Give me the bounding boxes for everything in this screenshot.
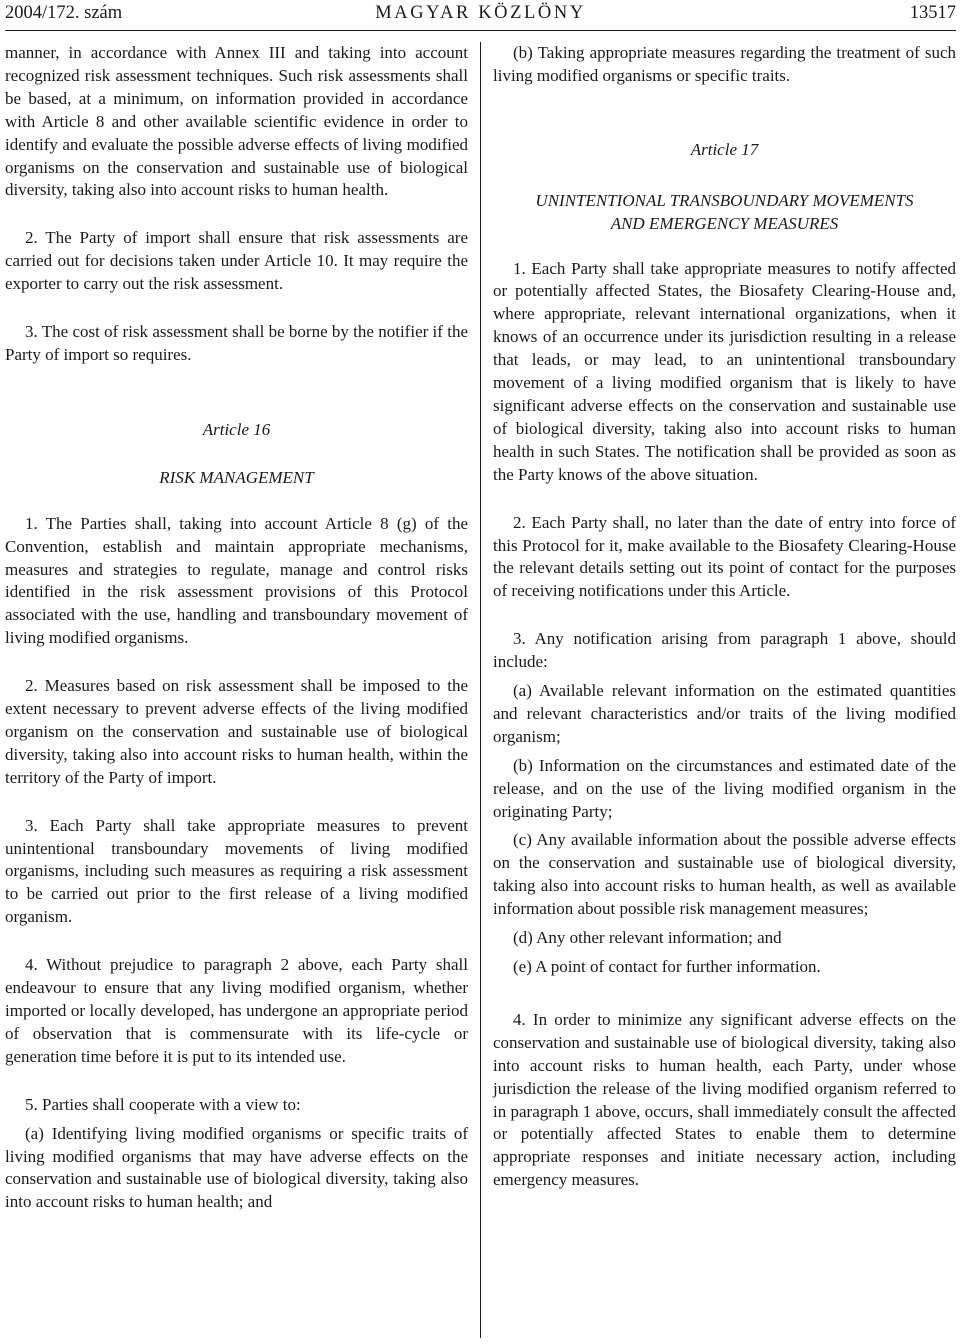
column-divider: [480, 42, 481, 1338]
article-16-paragraph-5: 5. Parties shall cooperate with a view to:: [25, 1094, 301, 1114]
article-17-paragraph-3e: (e) A point of contact for further information.: [513, 957, 821, 976]
article-17-paragraph-3b: (b) Information on the circumstances and estimated date of the release, and on the use of the living modified organism in the originating Party;: [493, 755, 956, 821]
right-column: [493, 42, 956, 1192]
article-16-paragraph-4: 4. Without prejudice to paragraph 2 above, each Party shall endeavour to ensure that any living modified organism, whether imported or locally developed, has undergone an appropriate period of observation that is commensurate with its life-cycle or generation time before it is put to its intended use.: [5, 955, 468, 1066]
article-17-heading: Article 17: [690, 139, 759, 159]
article-16-paragraph-5a: (a) Identifying living modified organisms or specific traits of living modified organisms that may have adverse effects on the conservation and sustainable use of biological diversity, taking also into account risks to human health; and: [5, 1123, 468, 1212]
article-17-paragraph-3c: (c) Any available information about the possible adverse effects on the conservation and sustainable use of biological diversity, taking also into account risks to human health, as well as available information about possible risk management measures;: [493, 830, 956, 919]
article-16-paragraph-5b: (b) Taking appropriate measures regarding the treatment of such living modified organisms or specific traits.: [493, 43, 956, 85]
article-16-paragraph-3: 3. Each Party shall take appropriate measures to prevent unintentional transboundary movements of living modified organisms, including such measures as requiring a risk assessment to be carried out prior to the first release of a living modified organism.: [5, 815, 468, 927]
article-17-title-line-1: UNINTENTIONAL TRANSBOUNDARY MOVEMENTS: [535, 190, 914, 210]
article-17-paragraph-3d: (d) Any other relevant information; and: [513, 928, 782, 948]
article-15-paragraph-2: 2. The Party of import shall ensure that risk assessments are carried out for decisions taken under Article 10. It may require the exporter to carry out the risk assessment.: [5, 228, 468, 294]
article-16-title: RISK MANAGEMENT: [159, 467, 314, 487]
article-17-title-line-2: AND EMERGENCY MEASURES: [610, 213, 839, 233]
header-rule: [5, 30, 956, 31]
article-17-paragraph-4: 4. In order to minimize any significant adverse effects on the conservation and sustainable use of biological diversity, taking also into account risks to human health, each Party, under whose jurisdiction the release of the living modified organism referred to in paragraph 1 above, occurs, shall immediately consult the affected or potentially affected States to enable them to determine appropriate responses and initiate necessary action, including emergency measures.: [493, 1009, 956, 1190]
article-17-paragraph-3a: (a) Available relevant information on the estimated quantities and relevant characteristics and/or traits of the living modified organism;: [493, 681, 956, 746]
article-16-paragraph-2: 2. Measures based on risk assessment shall be imposed to the extent necessary to prevent adverse effects of the living modified organism on the conservation and sustainable use of biological diversity, taking also into account risks to human health, within the territory of the Party of import.: [5, 676, 468, 787]
article-15-paragraph-3: 3. The cost of risk assessment shall be borne by the notifier if the Party of import so requires.: [5, 322, 468, 364]
article-16-heading: Article 16: [202, 419, 271, 439]
article-17-paragraph-1: 1. Each Party shall take appropriate measures to notify affected or potentially affected States, the Biosafety Clearing-House and, where appropriate, relevant international organizations, when it knows of an occurrence under its jurisdiction resulting in a release that leads, or may lead, to an unintentional transboundary movement of a living modified organism that is likely to have significant adverse effects on the conservation and sustainable use of biological diversity, taking also into account risks to human health in such States. The notification shall be provided as soon as the Party knows of the above situation.: [493, 258, 956, 484]
page-number: 13517: [909, 3, 956, 23]
article-16-paragraph-1: 1. The Parties shall, taking into account Article 8 (g) of the Convention, establish and maintain appropriate mechanisms, measures and strategies to regulate, manage and control risks identified in the risk assessment provisions of this Protocol associated with the use, handling and transboundary movement of living modified organisms.: [5, 513, 468, 648]
issue-number: 2004/172. szám: [5, 3, 123, 23]
article-17-paragraph-3: 3. Any notification arising from paragraph 1 above, should include:: [493, 629, 956, 672]
article-15-continuation: manner, in accordance with Annex III and taking into account recognized risk assessment techniques. Such risk assessments shall be based, at a minimum, on information provided in accordance with Article 8 and other available scientific evidence in order to identify and evaluate the possible adverse effects of living modified organisms on the conservation and sustainable use of biological diversity, taking also into account risks to human health.: [5, 43, 468, 200]
journal-title: MAGYAR KÖZLÖNY: [375, 3, 586, 23]
left-column: [5, 42, 468, 1214]
page-header: [5, 0, 956, 30]
article-17-paragraph-2: 2. Each Party shall, no later than the date of entry into force of this Protocol for it, make available to the Biosafety Clearing-House the relevant details setting out its point of contact for the purposes of receiving notifications under this Article.: [493, 512, 956, 601]
